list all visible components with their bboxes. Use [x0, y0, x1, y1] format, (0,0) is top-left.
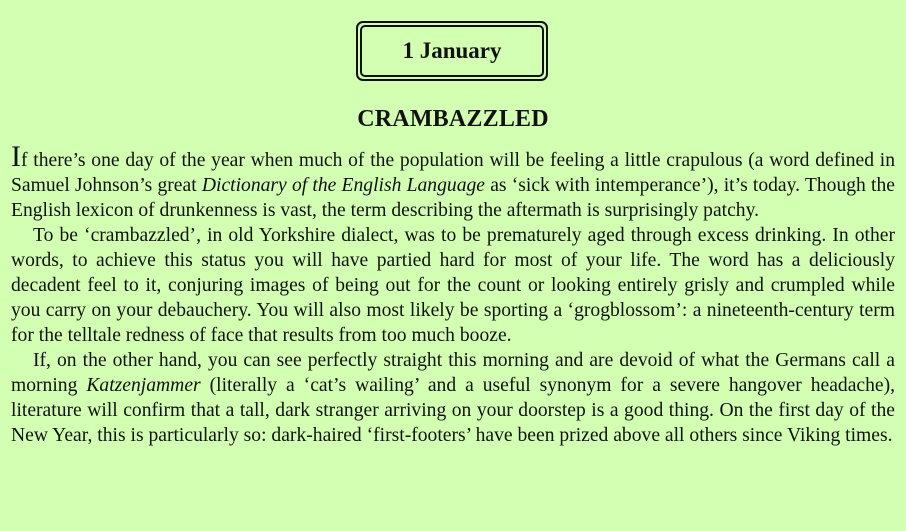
- paragraph-1: [11, 140, 895, 223]
- paragraph-text: If, on the other hand, you can see perfectly straight this morning and are devoid of what the Germans call a morning: [11, 350, 895, 396]
- headword-title: CRAMBAZZLED: [357, 106, 549, 132]
- drop-cap: I: [11, 140, 21, 173]
- paragraph-text: To be ‘crambazzled’, in old Yorkshire dialect, was to be prematurely aged through excess drinking. In other words, to achieve this status you will have partied hard for most of your life. The word has a deliciously decadent feel to it, conjuring images of being out for the count or looking entirely grisly and crumpled while you carry on your debauchery. You will also most likely be sporting a ‘grogblossom’: a nineteenth-century term for the telltale redness of face that results from too much booze.: [11, 225, 895, 346]
- foreign-word: Katzenjammer: [86, 375, 201, 396]
- date-box-frame: [356, 21, 548, 81]
- book-title: Dictionary of the English Language: [201, 175, 485, 196]
- paragraph-text: as ‘sick with intemperance’), it’s today. Though the English lexicon of drunkenness is vast, the term describing the aftermath is surprisingly patchy.: [11, 175, 895, 221]
- entry-body: [11, 140, 896, 448]
- paragraph-text: (literally a ‘cat’s wailing’ and a useful synonym for a severe hangover headache), literature will confirm that a tall, dark stranger arriving on your doorstep is a good thing. On the first day of the New Year, this is particularly so: dark-haired ‘first-footers’ have been prized above all others since Viking times.: [11, 375, 896, 446]
- paragraph-text: f there’s one day of the year when much of the population will be feeling a little crapulous (a word defined in Samuel Johnson’s great: [11, 150, 895, 196]
- paragraph-3: [11, 348, 895, 448]
- date-heading: 1 January: [360, 25, 544, 77]
- paragraph-2: [11, 223, 895, 348]
